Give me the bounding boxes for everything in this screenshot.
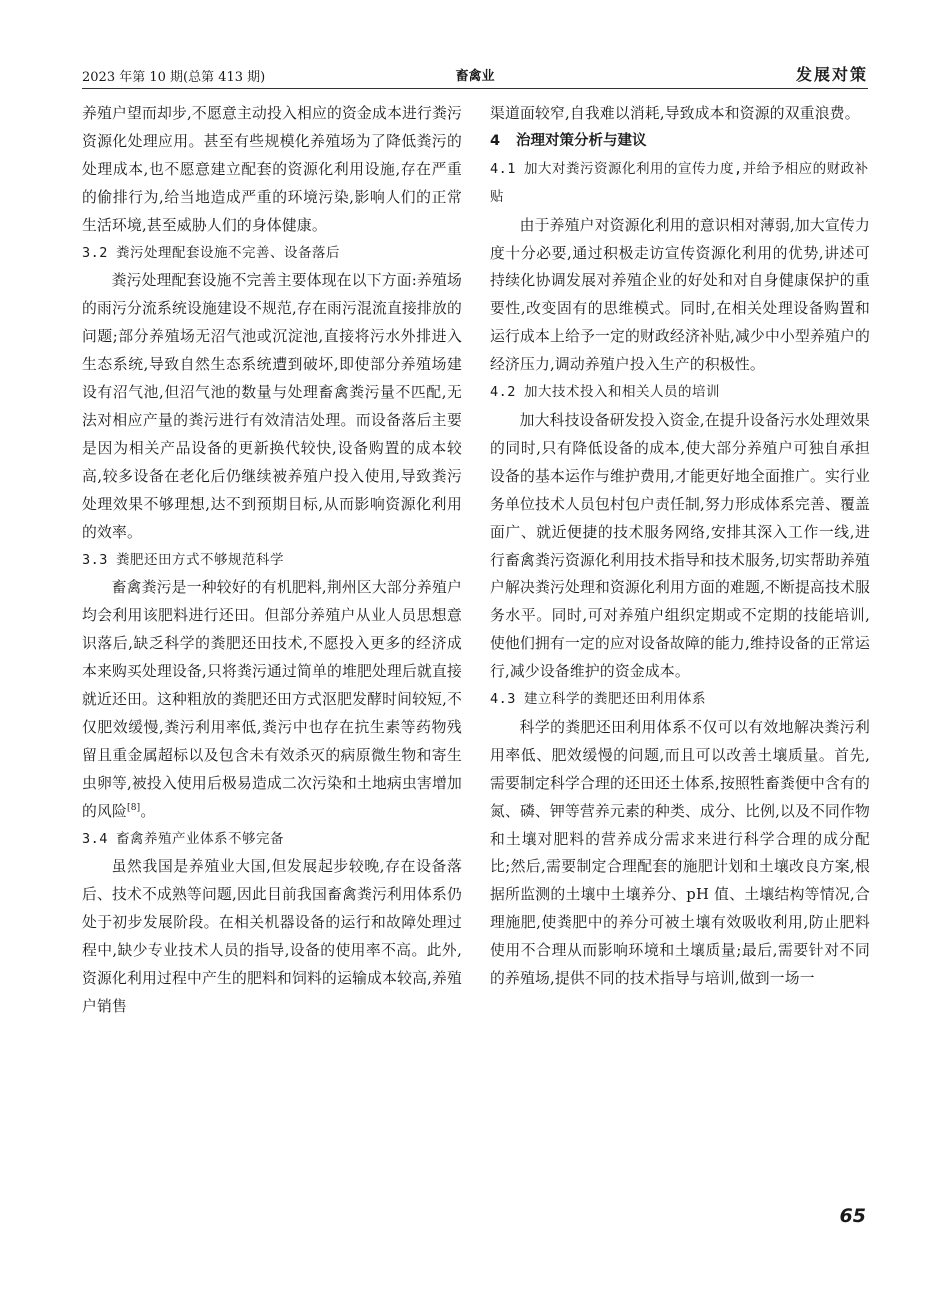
journal-name: 畜禽业 — [455, 69, 495, 84]
left-column — [82, 100, 462, 1021]
section-number: 4.3 — [490, 691, 516, 708]
paragraph-end: 。 — [140, 802, 156, 820]
heading-4 — [490, 128, 870, 156]
section-title: 粪肥还田方式不够规范科学 — [116, 551, 284, 568]
section-title: 建立科学的粪肥还田利用体系 — [524, 691, 706, 708]
heading-4-2 — [490, 379, 870, 407]
section-title: 加大技术投入和相关人员的培训 — [524, 384, 720, 401]
paragraph-4-2: 加大科技设备研发投入资金,在提升设备污水处理效果的同时,只有降低设备的成本,使大部分养殖户可独自承担设备的基本运作与维护费用,才能更好地全面推广。实行业务单位技术人员包村包户责任制,努力形成体系完善、覆盖面广、就近便捷的技术服务网络,安排其深入工作一线,进行畜禽粪污资源化利用技术指导和技术服务,切实帮助养殖户解决粪污处理和资源化利用方面的难题,不断提高技术服务水平。同时,可对养殖户组织定期或不定期的技能培训,使他们拥有一定的应对设备故障的能力,维持设备的正常运行,减少设备维护的资金成本。 — [490, 411, 870, 681]
section-number: 3.2 — [82, 244, 108, 261]
section-number: 3.4 — [82, 830, 108, 847]
right-column — [490, 100, 870, 993]
paragraph-continued: 渠道面较窄,自我难以消耗,导致成本和资源的双重浪费。 — [490, 105, 860, 122]
paragraph-text: 畜禽粪污是一种较好的有机肥料,荆州区大部分养殖户均会利用该肥料进行还田。但部分养殖户从业人员思想意识落后,缺乏科学的粪肥还田技术,不愿投入更多的经济成本来购买处理设备,只将粪污通过简单的堆肥处理后就直接就近还田。这种粗放的粪肥还田方式沤肥发酵时间较短,不仅肥效缓慢,粪污利用率低,粪污中也存在抗生素等药物残留且重金属超标以及包含未有效杀灭的病原微生物和寄生虫卵等,被投入使用后极易造成二次污染和土地病虫害增加的风险 — [82, 579, 462, 820]
paragraph-4-1: 由于养殖户对资源化利用的意识相对薄弱,加大宣传力度十分必要,通过积极走访宣传资源化利用的优势,讲述可持续化协调发展对养殖企业的好处和对自身健康保护的重要性,改变固有的思维模式。同时,在相关处理设备购置和运行成本上给予一定的财政经济补贴,减少中小型养殖户的经济压力,调动养殖户投入生产的积极性。 — [490, 216, 870, 374]
section-name: 发展对策 — [795, 65, 868, 84]
section-number: 4.1 — [490, 160, 516, 177]
heading-4-1 — [490, 156, 870, 212]
section-title: 畜禽养殖产业体系不够完备 — [116, 830, 284, 847]
heading-3-2 — [82, 240, 462, 268]
section-title: 加大对粪污资源化利用的宣传力度,并给予相应的财政补贴 — [490, 160, 869, 205]
heading-3-3 — [82, 547, 462, 575]
page-number: 65 — [839, 1205, 866, 1227]
section-number: 3.3 — [82, 551, 108, 568]
paragraph-continued: 养殖户望而却步,不愿意主动投入相应的资金成本进行粪污资源化处理应用。甚至有些规模化养殖场为了降低粪污的处理成本,也不愿意建立配套的资源化利用设施,存在严重的偷排行为,给当地造成严重的环境污染,影响人们的正常生活环境,甚至威胁人们的身体健康。 — [82, 105, 462, 234]
section-title: 粪污处理配套设施不完善、设备落后 — [116, 244, 340, 261]
issue-info: 2023 年第 10 期(总第 413 期) — [82, 70, 266, 85]
heading-3-4 — [82, 826, 462, 854]
section-number: 4.2 — [490, 384, 516, 401]
section-number: 4 — [490, 132, 501, 149]
paragraph-3-2: 粪污处理配套设施不完善主要体现在以下方面:养殖场的雨污分流系统设施建设不规范,存在雨污混流直接排放的问题;部分养殖场无沼气池或沉淀池,直接将污水外排进入生态系统,导致自然生态系统遭到破坏,即使部分养殖场建设有沼气池,但沼气池的数量与处理畜禽粪污量不匹配,无法对相应产量的粪污进行有效清洁处理。而设备落后主要是因为相关产品设备的更新换代较快,设备购置的成本较高,较多设备在老化后仍继续被养殖户投入使用,导致粪污处理效果不够理想,达不到预期目标,从而影响资源化利用的效率。 — [82, 272, 462, 541]
header-rule — [82, 88, 868, 89]
paragraph-4-3: 科学的粪肥还田利用体系不仅可以有效地解决粪污利用率低、肥效缓慢的问题,而且可以改善土壤质量。首先,需要制定科学合理的还田还土体系,按照牲畜粪便中含有的氮、磷、钾等营养元素的种类、成分、比例,以及不同作物和土壤对肥料的营养成分需求来进行科学合理的成分配比;然后,需要制定合理配套的施肥计划和土壤改良方案,根据所监测的土壤中土壤养分、pH 值、土壤结构等情况,合理施肥,使粪肥中的养分可被土壤有效吸收利用,防止肥料使用不合理从而影响环境和土壤质量;最后,需要针对不同的养殖场,提供不同的技术指导与培训,做到一场一 — [490, 718, 870, 988]
running-header — [82, 62, 868, 84]
paragraph-3-3 — [82, 574, 462, 825]
section-title: 治理对策分析与建议 — [516, 132, 647, 149]
paragraph-3-4: 虽然我国是养殖业大国,但发展起步较晚,存在设备落后、技术不成熟等问题,因此目前我国畜禽粪污利用体系仍处于初步发展阶段。在相关机器设备的运行和故障处理过程中,缺少专业技术人员的指导,设备的使用率不高。此外,资源化利用过程中产生的肥料和饲料的运输成本较高,养殖户销售 — [82, 858, 462, 1015]
heading-4-3 — [490, 686, 870, 714]
citation-ref: [8] — [127, 802, 141, 813]
